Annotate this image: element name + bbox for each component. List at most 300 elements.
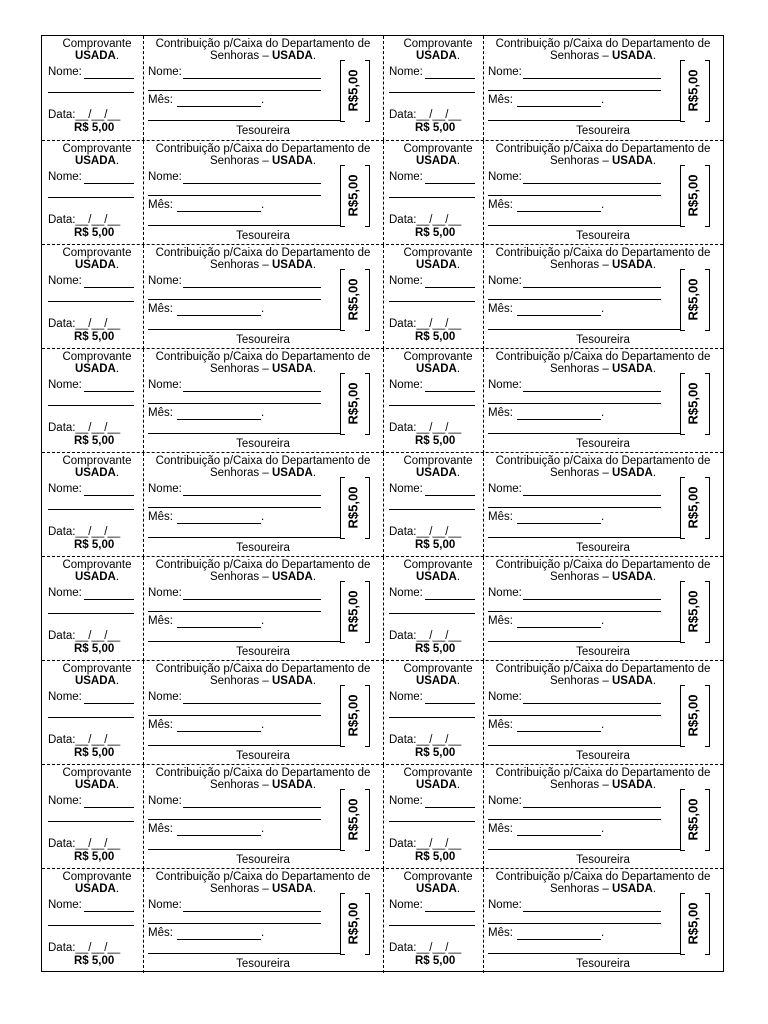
ticket-nome-line [523, 78, 661, 79]
ticket-subtitle: Senhoras – USADA. [209, 571, 317, 583]
amount-bracket-left [680, 373, 685, 435]
ticket-subtitle: Senhoras – USADA. [549, 571, 657, 583]
ticket-subtitle: Senhoras – USADA. [209, 883, 317, 895]
stub-amount: R$ 5,00 [415, 331, 456, 343]
signature-label: Tesoureira [236, 750, 290, 762]
ticket-title: Contribuição p/Caixa do Departamento de [495, 38, 711, 50]
ticket-nome-label: Nome: [488, 483, 522, 495]
amount-bracket-left [680, 789, 685, 851]
amount-bracket-right [705, 581, 710, 643]
ticket-mes-label: Mês: [488, 615, 513, 627]
amount-bracket-right [705, 789, 710, 851]
amount-bracket-left [680, 269, 685, 331]
stub-nome-line2 [389, 509, 475, 510]
ticket-amount: R$5,00 [345, 798, 361, 841]
stub-nome-line [425, 183, 475, 184]
ticket-nome-label: Nome: [488, 379, 522, 391]
stub-date: Data:__/__/__ [48, 214, 121, 226]
receipt-stub [42, 245, 142, 348]
stub-usada: USADA. [415, 675, 461, 687]
stub-nome-label: Nome: [48, 171, 82, 183]
ticket-amount: R$5,00 [345, 174, 361, 217]
receipt-stub [42, 661, 142, 764]
coupon-row [42, 244, 723, 349]
ticket-mes-label: Mês: [488, 511, 513, 523]
ticket-nome-line [183, 807, 321, 808]
ticket-amount: R$5,00 [345, 590, 361, 633]
ticket-title: Contribuição p/Caixa do Departamento de [495, 663, 711, 675]
amount-bracket-right [365, 893, 370, 955]
signature-line [488, 641, 680, 642]
contribution-ticket: Contribuição p/Caixa do Departamento de Senhoras – USADA. Nome: Mês: . R$5,00 Tesoureira [483, 453, 723, 556]
contribution-ticket: Contribuição p/Caixa do Departamento de Senhoras – USADA. Nome: Mês: . R$5,00 Tesoureira [483, 141, 723, 244]
stub-nome-label: Nome: [48, 691, 82, 703]
amount-bracket-left [680, 581, 685, 643]
stub-nome-line [84, 391, 134, 392]
ticket-nome-line [183, 391, 321, 392]
stub-nome-line2 [389, 301, 475, 302]
stub-date: Data:__/__/__ [389, 318, 462, 330]
ticket-nome-label: Nome: [148, 483, 182, 495]
stub-usada: USADA. [74, 883, 120, 895]
stub-title: Comprovante [403, 143, 473, 155]
contribution-ticket: Contribuição p/Caixa do Departamento de Senhoras – USADA. Nome: Mês: . R$5,00 Tesoureira [143, 141, 383, 244]
stub-nome-line2 [48, 92, 134, 93]
signature-line [488, 953, 680, 954]
stub-date: Data:__/__/__ [389, 734, 462, 746]
contribution-ticket: Contribuição p/Caixa do Departamento de Senhoras – USADA. Nome: Mês: . R$5,00 Tesoureira [483, 36, 723, 139]
stub-nome-label: Nome: [389, 691, 423, 703]
ticket-mes-line [517, 835, 601, 836]
ticket-subtitle: Senhoras – USADA. [209, 50, 317, 62]
amount-bracket-right [705, 165, 710, 227]
contribution-ticket: Contribuição p/Caixa do Departamento de Senhoras – USADA. Nome: Mês: . R$5,00 Tesoureira [143, 245, 383, 348]
ticket-subtitle: Senhoras – USADA. [549, 675, 657, 687]
ticket-nome-line2 [148, 923, 321, 924]
ticket-nome-line2 [148, 90, 321, 91]
stub-nome-line2 [48, 821, 134, 822]
ticket-mes-line [177, 315, 261, 316]
amount-bracket-right [705, 893, 710, 955]
stub-usada: USADA. [74, 50, 120, 62]
ticket-mes-line [517, 106, 601, 107]
ticket-mes-label: Mês: [488, 927, 513, 939]
ticket-title: Contribuição p/Caixa do Departamento de [495, 247, 711, 259]
stub-nome-line2 [389, 613, 475, 614]
amount-bracket-right [365, 685, 370, 747]
receipt-stub [383, 557, 483, 660]
signature-line [148, 641, 340, 642]
ticket-title: Contribuição p/Caixa do Departamento de [155, 767, 371, 779]
ticket-nome-line [183, 287, 321, 288]
stub-usada: USADA. [415, 155, 461, 167]
ticket-subtitle: Senhoras – USADA. [209, 155, 317, 167]
stub-usada: USADA. [415, 467, 461, 479]
ticket-title: Contribuição p/Caixa do Departamento de [495, 871, 711, 883]
amount-bracket-left [680, 893, 685, 955]
contribution-ticket: Contribuição p/Caixa do Departamento de Senhoras – USADA. Nome: Mês: . R$5,00 Tesoureira [483, 349, 723, 452]
coupon-row [42, 348, 723, 453]
ticket-nome-line [523, 287, 661, 288]
stub-nome-line2 [48, 197, 134, 198]
ticket-nome-line2 [148, 507, 321, 508]
amount-bracket-right [705, 269, 710, 331]
signature-line [148, 745, 340, 746]
amount-bracket-right [365, 373, 370, 435]
ticket-mes-line [177, 106, 261, 107]
ticket-amount: R$5,00 [685, 174, 701, 217]
signature-label: Tesoureira [576, 646, 630, 658]
stub-nome-line [84, 183, 134, 184]
stub-amount: R$ 5,00 [74, 331, 115, 343]
ticket-mes-label: Mês: [488, 199, 513, 211]
ticket-mes-line [517, 939, 601, 940]
contribution-ticket: Contribuição p/Caixa do Departamento de Senhoras – USADA. Nome: Mês: . R$5,00 Tesoureira [483, 661, 723, 764]
receipt-stub [383, 661, 483, 764]
stub-date: Data:__/__/__ [48, 109, 121, 121]
contribution-ticket: Contribuição p/Caixa do Departamento de Senhoras – USADA. Nome: Mês: . R$5,00 Tesoureira [143, 453, 383, 556]
stub-nome-line [84, 911, 134, 912]
coupon-sheet [41, 35, 724, 972]
receipt-stub [383, 869, 483, 972]
stub-usada: USADA. [415, 363, 461, 375]
amount-bracket-left [680, 477, 685, 539]
ticket-nome-label: Nome: [148, 691, 182, 703]
ticket-title: Contribuição p/Caixa do Departamento de [155, 38, 371, 50]
stub-amount: R$ 5,00 [74, 122, 115, 134]
ticket-subtitle: Senhoras – USADA. [549, 259, 657, 271]
ticket-nome-line [523, 495, 661, 496]
stub-nome-line [425, 911, 475, 912]
stub-title: Comprovante [62, 143, 132, 155]
ticket-mes-label: Mês: [148, 407, 173, 419]
signature-label: Tesoureira [236, 334, 290, 346]
ticket-amount: R$5,00 [345, 69, 361, 112]
stub-nome-label: Nome: [48, 899, 82, 911]
ticket-amount: R$5,00 [685, 902, 701, 945]
ticket-title: Contribuição p/Caixa do Departamento de [155, 559, 371, 571]
contribution-ticket: Contribuição p/Caixa do Departamento de Senhoras – USADA. Nome: Mês: . R$5,00 Tesoureira [483, 557, 723, 660]
stub-date: Data:__/__/__ [48, 422, 121, 434]
stub-amount: R$ 5,00 [415, 955, 456, 967]
stub-title: Comprovante [403, 871, 473, 883]
amount-bracket-right [365, 477, 370, 539]
stub-nome-line2 [48, 925, 134, 926]
stub-amount: R$ 5,00 [415, 227, 456, 239]
signature-label: Tesoureira [236, 438, 290, 450]
ticket-nome-line [183, 78, 321, 79]
ticket-mes-label: Mês: [148, 199, 173, 211]
amount-bracket-left [340, 477, 345, 539]
stub-amount: R$ 5,00 [415, 539, 456, 551]
ticket-mes-label: Mês: [148, 823, 173, 835]
stub-nome-line2 [48, 717, 134, 718]
stub-title: Comprovante [403, 663, 473, 675]
contribution-ticket: Contribuição p/Caixa do Departamento de Senhoras – USADA. Nome: Mês: . R$5,00 Tesoureira [143, 765, 383, 868]
stub-date: Data:__/__/__ [389, 838, 462, 850]
coupon-row [42, 868, 723, 973]
signature-line [148, 953, 340, 954]
ticket-nome-line2 [148, 611, 321, 612]
stub-amount: R$ 5,00 [415, 747, 456, 759]
ticket-title: Contribuição p/Caixa do Departamento de [495, 351, 711, 363]
stub-date: Data:__/__/__ [389, 942, 462, 954]
amount-bracket-left [340, 60, 345, 122]
stub-nome-line [84, 703, 134, 704]
ticket-nome-line [183, 183, 321, 184]
stub-title: Comprovante [403, 559, 473, 571]
ticket-nome-label: Nome: [148, 587, 182, 599]
signature-label: Tesoureira [236, 646, 290, 658]
receipt-stub [42, 869, 142, 972]
stub-usada: USADA. [74, 571, 120, 583]
ticket-amount: R$5,00 [345, 382, 361, 425]
ticket-nome-label: Nome: [148, 379, 182, 391]
coupon-row [42, 140, 723, 245]
signature-label: Tesoureira [576, 230, 630, 242]
stub-usada: USADA. [415, 50, 461, 62]
stub-nome-line [84, 287, 134, 288]
stub-nome-line2 [48, 509, 134, 510]
coupon-row [42, 660, 723, 765]
stub-amount: R$ 5,00 [74, 747, 115, 759]
ticket-amount: R$5,00 [685, 382, 701, 425]
coupon-row [42, 452, 723, 557]
stub-nome-label: Nome: [389, 899, 423, 911]
stub-title: Comprovante [62, 559, 132, 571]
stub-date: Data:__/__/__ [389, 422, 462, 434]
amount-bracket-right [365, 165, 370, 227]
amount-bracket-left [340, 269, 345, 331]
stub-nome-line2 [389, 197, 475, 198]
ticket-nome-line2 [488, 715, 661, 716]
stub-nome-line2 [48, 301, 134, 302]
ticket-mes-line [177, 523, 261, 524]
ticket-nome-label: Nome: [488, 691, 522, 703]
amount-bracket-left [340, 373, 345, 435]
stub-title: Comprovante [403, 455, 473, 467]
stub-date: Data:__/__/__ [389, 630, 462, 642]
stub-title: Comprovante [403, 38, 473, 50]
amount-bracket-right [365, 581, 370, 643]
ticket-title: Contribuição p/Caixa do Departamento de [495, 767, 711, 779]
signature-line [488, 745, 680, 746]
ticket-nome-line2 [148, 195, 321, 196]
ticket-amount: R$5,00 [685, 694, 701, 737]
ticket-amount: R$5,00 [685, 590, 701, 633]
ticket-nome-label: Nome: [488, 587, 522, 599]
stub-nome-line [425, 287, 475, 288]
stub-date: Data:__/__/__ [389, 109, 462, 121]
signature-label: Tesoureira [236, 854, 290, 866]
stub-nome-line [425, 599, 475, 600]
amount-bracket-right [365, 269, 370, 331]
ticket-nome-line2 [148, 403, 321, 404]
stub-title: Comprovante [403, 351, 473, 363]
coupon-row [42, 556, 723, 661]
ticket-mes-line [177, 939, 261, 940]
amount-bracket-right [365, 60, 370, 122]
signature-label: Tesoureira [576, 334, 630, 346]
ticket-subtitle: Senhoras – USADA. [549, 363, 657, 375]
contribution-ticket: Contribuição p/Caixa do Departamento de Senhoras – USADA. Nome: Mês: . R$5,00 Tesoureira [143, 869, 383, 972]
ticket-nome-line2 [488, 299, 661, 300]
ticket-nome-line [523, 391, 661, 392]
stub-nome-label: Nome: [48, 66, 82, 78]
ticket-nome-line [523, 183, 661, 184]
receipt-stub [383, 765, 483, 868]
stub-nome-line [425, 495, 475, 496]
ticket-mes-label: Mês: [148, 94, 173, 106]
signature-label: Tesoureira [576, 438, 630, 450]
signature-line [148, 225, 340, 226]
stub-amount: R$ 5,00 [415, 435, 456, 447]
ticket-nome-label: Nome: [488, 171, 522, 183]
stub-nome-label: Nome: [48, 483, 82, 495]
signature-line [488, 329, 680, 330]
signature-label: Tesoureira [236, 542, 290, 554]
ticket-nome-line2 [488, 611, 661, 612]
ticket-mes-line [177, 419, 261, 420]
ticket-mes-label: Mês: [488, 719, 513, 731]
ticket-mes-line [517, 419, 601, 420]
stub-usada: USADA. [74, 779, 120, 791]
ticket-nome-line [523, 599, 661, 600]
signature-label: Tesoureira [576, 854, 630, 866]
stub-nome-line [84, 807, 134, 808]
ticket-title: Contribuição p/Caixa do Departamento de [155, 455, 371, 467]
ticket-nome-label: Nome: [488, 899, 522, 911]
signature-line [148, 537, 340, 538]
signature-line [148, 120, 340, 121]
stub-usada: USADA. [415, 571, 461, 583]
receipt-stub [42, 557, 142, 660]
stub-usada: USADA. [74, 363, 120, 375]
amount-bracket-left [340, 165, 345, 227]
ticket-nome-line2 [148, 299, 321, 300]
ticket-mes-label: Mês: [148, 927, 173, 939]
stub-nome-label: Nome: [389, 275, 423, 287]
stub-amount: R$ 5,00 [74, 851, 115, 863]
stub-nome-line2 [48, 405, 134, 406]
stub-usada: USADA. [74, 675, 120, 687]
ticket-mes-line [177, 627, 261, 628]
stub-date: Data:__/__/__ [48, 630, 121, 642]
ticket-nome-line [523, 807, 661, 808]
receipt-stub [42, 765, 142, 868]
signature-line [488, 537, 680, 538]
stub-nome-line [84, 599, 134, 600]
stub-usada: USADA. [74, 155, 120, 167]
stub-amount: R$ 5,00 [74, 227, 115, 239]
stub-nome-line [425, 807, 475, 808]
receipt-stub [383, 36, 483, 139]
ticket-nome-line [523, 703, 661, 704]
ticket-subtitle: Senhoras – USADA. [549, 155, 657, 167]
ticket-title: Contribuição p/Caixa do Departamento de [495, 143, 711, 155]
ticket-mes-line [517, 627, 601, 628]
stub-amount: R$ 5,00 [415, 851, 456, 863]
ticket-subtitle: Senhoras – USADA. [209, 779, 317, 791]
contribution-ticket: Contribuição p/Caixa do Departamento de Senhoras – USADA. Nome: Mês: . R$5,00 Tesoureira [483, 245, 723, 348]
stub-date: Data:__/__/__ [48, 734, 121, 746]
contribution-ticket: Contribuição p/Caixa do Departamento de Senhoras – USADA. Nome: Mês: . R$5,00 Tesoureira [143, 557, 383, 660]
ticket-title: Contribuição p/Caixa do Departamento de [155, 143, 371, 155]
stub-usada: USADA. [74, 259, 120, 271]
stub-title: Comprovante [62, 767, 132, 779]
stub-nome-label: Nome: [48, 379, 82, 391]
contribution-ticket: Contribuição p/Caixa do Departamento de Senhoras – USADA. Nome: Mês: . R$5,00 Tesoureira [483, 765, 723, 868]
stub-amount: R$ 5,00 [415, 643, 456, 655]
ticket-title: Contribuição p/Caixa do Departamento de [155, 247, 371, 259]
ticket-mes-line [177, 731, 261, 732]
ticket-mes-label: Mês: [488, 303, 513, 315]
amount-bracket-right [365, 789, 370, 851]
ticket-title: Contribuição p/Caixa do Departamento de [155, 663, 371, 675]
signature-label: Tesoureira [576, 958, 630, 970]
receipt-stub [383, 349, 483, 452]
ticket-amount: R$5,00 [345, 278, 361, 321]
stub-nome-label: Nome: [389, 587, 423, 599]
stub-nome-label: Nome: [389, 379, 423, 391]
ticket-amount: R$5,00 [685, 278, 701, 321]
ticket-nome-label: Nome: [148, 66, 182, 78]
stub-title: Comprovante [62, 871, 132, 883]
ticket-mes-label: Mês: [488, 94, 513, 106]
ticket-title: Contribuição p/Caixa do Departamento de [155, 871, 371, 883]
amount-bracket-left [340, 893, 345, 955]
ticket-nome-line2 [488, 819, 661, 820]
contribution-ticket: Contribuição p/Caixa do Departamento de Senhoras – USADA. Nome: Mês: . R$5,00 Tesoureira [483, 869, 723, 972]
ticket-subtitle: Senhoras – USADA. [549, 50, 657, 62]
ticket-amount: R$5,00 [685, 69, 701, 112]
ticket-subtitle: Senhoras – USADA. [549, 467, 657, 479]
signature-line [488, 849, 680, 850]
signature-label: Tesoureira [576, 542, 630, 554]
stub-title: Comprovante [62, 38, 132, 50]
ticket-nome-line [183, 599, 321, 600]
ticket-subtitle: Senhoras – USADA. [549, 883, 657, 895]
ticket-amount: R$5,00 [685, 486, 701, 529]
amount-bracket-left [680, 165, 685, 227]
signature-line [148, 433, 340, 434]
contribution-ticket: Contribuição p/Caixa do Departamento de Senhoras – USADA. Nome: Mês: . R$5,00 Tesoureira [143, 36, 383, 139]
signature-label: Tesoureira [236, 958, 290, 970]
receipt-stub [383, 141, 483, 244]
signature-line [488, 433, 680, 434]
stub-date: Data:__/__/__ [48, 838, 121, 850]
ticket-nome-label: Nome: [148, 275, 182, 287]
ticket-nome-line [523, 911, 661, 912]
ticket-nome-label: Nome: [488, 275, 522, 287]
ticket-nome-line2 [488, 195, 661, 196]
stub-title: Comprovante [62, 351, 132, 363]
stub-amount: R$ 5,00 [74, 955, 115, 967]
ticket-mes-line [517, 211, 601, 212]
stub-amount: R$ 5,00 [74, 435, 115, 447]
ticket-nome-label: Nome: [148, 171, 182, 183]
stub-nome-line [425, 78, 475, 79]
stub-nome-label: Nome: [48, 795, 82, 807]
stub-nome-line2 [389, 717, 475, 718]
amount-bracket-right [705, 477, 710, 539]
stub-nome-line2 [389, 821, 475, 822]
contribution-ticket: Contribuição p/Caixa do Departamento de Senhoras – USADA. Nome: Mês: . R$5,00 Tesoureira [143, 661, 383, 764]
amount-bracket-left [340, 789, 345, 851]
stub-nome-label: Nome: [389, 171, 423, 183]
ticket-nome-line2 [488, 507, 661, 508]
receipt-stub [42, 453, 142, 556]
